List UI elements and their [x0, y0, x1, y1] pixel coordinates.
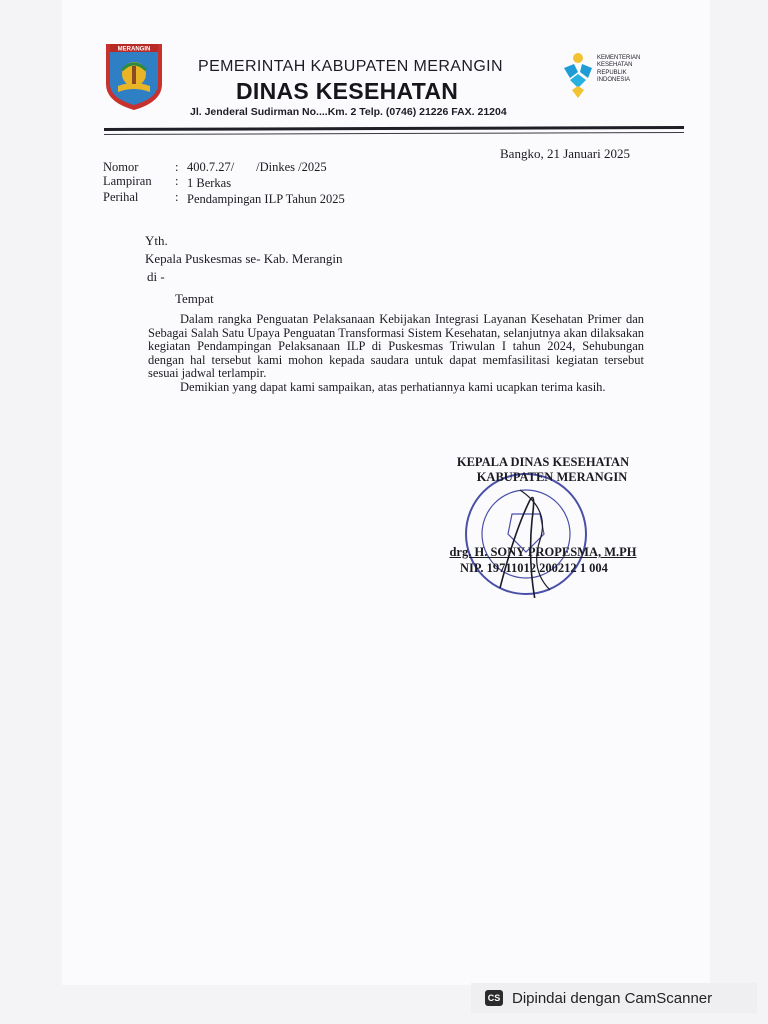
signatory-name: drg. H. SONY PROPESMA, M.PH: [449, 545, 637, 559]
meta-subject-row: Perihal : Pendampingan ILP Tahun 2025: [103, 190, 345, 206]
camscanner-text: Dipindai dengan CamScanner: [512, 989, 713, 1007]
letter-meta: [103, 160, 345, 206]
salutation: Yth.: [145, 233, 168, 248]
official-stamp-icon: [460, 470, 592, 598]
merangin-regency-emblem-icon: [100, 40, 168, 112]
closing-paragraph: Demikian yang dapat kami sampaikan, atas perhatiannya kami ucapkan terima kasih.: [180, 379, 606, 394]
recipient-location-label: di -: [147, 269, 165, 284]
emblem-label: MERANGIN: [117, 46, 151, 53]
recipient-name: Kepala Puskesmas se- Kab. Merangin: [145, 251, 343, 266]
signatory-title: KEPALA DINAS KESEHATAN KABUPATEN MERANGIN: [456, 455, 630, 484]
letter-body: [148, 313, 644, 394]
agency-name: DINAS KESEHATAN: [236, 78, 459, 104]
meta-attachment-row: Lampiran : 1 Berkas: [103, 174, 232, 190]
recipient-block: [145, 232, 342, 308]
government-name: PEMERINTAH KABUPATEN MERANGIN: [198, 58, 503, 75]
ministry-name: KEMENTERIAN KESEHATAN REPUBLIK INDONESIA: [597, 55, 641, 84]
signatory-nip: NIP. 19711012 200212 1 004: [460, 561, 608, 575]
ministry-of-health-logo-icon: [560, 50, 596, 102]
meta-number-row: Nomor : 400.7.27/ /Dinkes /2025: [103, 160, 327, 174]
recipient-location: Tempat: [175, 291, 214, 306]
camscanner-logo-icon: CS: [485, 990, 503, 1006]
agency-address: Jl. Jenderal Sudirman No....Km. 2 Telp. (0746) 21226 FAX. 21204: [190, 106, 507, 118]
body-paragraph: Dalam rangka Penguatan Pelaksanaan Kebijakan Integrasi Layanan Kesehatan Primer dan Sebagai Salah Satu Upaya Penguatan Transformasi Sistem Kesehatan, selanjutnya akan dilaksakan kegiatan Pendampingan Pelaksanaan ILP di Puskesmas Triwulan I tahun 2024, Sehubungan dengan hal tersebut kami mohon kepada saudara untuk dapat memfasilitasi kegiatan tersebut sesuai jadwal terlampir.: [148, 312, 644, 380]
camscanner-watermark: [471, 983, 757, 1013]
letter-date: Bangko, 21 Januari 2025: [500, 146, 630, 161]
